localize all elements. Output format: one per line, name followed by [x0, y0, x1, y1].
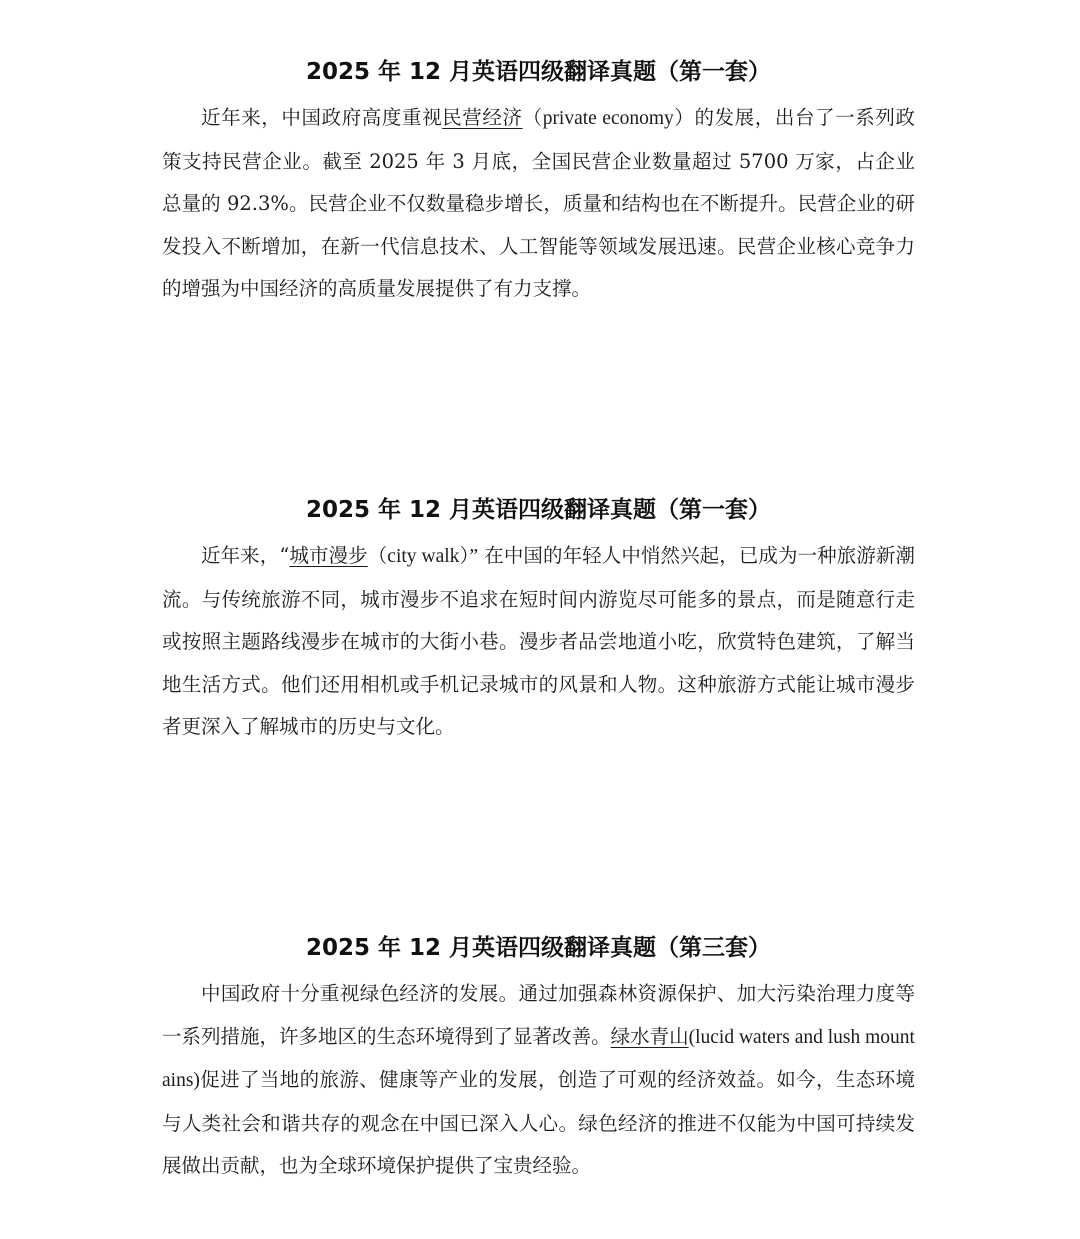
- paragraph-text-start: 近年来，“: [201, 544, 290, 567]
- section-title: 2025 年 12 月英语四级翻译真题（第三套）: [305, 935, 772, 961]
- english-gloss: （private economy）: [522, 108, 695, 129]
- translation-section-1: [162, 55, 915, 311]
- paragraph-text-rest: 在中国的年轻人中悄然兴起，已成为一种旅游新潮流。与传统旅游不同，城市漫步不追求在短时间内游览尽可能多的景点，而是随意行走或按照主题路线漫步在城市的大街小巷。漫步者品尝地道小吃，欣赏特色建筑，了解当地生活方式。他们还用相机或手机记录城市的风景和人物。这种旅游方式能让城市漫步者更深入了解城市的历史与文化。: [162, 544, 915, 738]
- translation-section-3: [162, 931, 915, 1188]
- translation-section-2: [162, 493, 915, 749]
- paragraph-text-start: 中国政府十分重视绿色经济的发展。通过加强森林资源保护、加大污染治理力度等一系列措施，许多地区的生态环境得到了显著改善。: [162, 982, 915, 1048]
- underlined-term: 民营经济: [442, 106, 523, 129]
- section-paragraph: [162, 973, 915, 1188]
- section-title: 2025 年 12 月英语四级翻译真题（第一套）: [305, 59, 772, 85]
- english-gloss: （city walk）”: [367, 546, 478, 567]
- paragraph-text-rest: 的发展，出台了一系列政策支持民营企业。截至 2025 年 3 月底，全国民营企业数量超过 5700 万家，占企业总量的 92.3%。民营企业不仅数量稳步增长，质量和结构也在不断提升。民营企业的研发投入不断增加，在新一代信息技术、人工智能等领域发展迅速。民营企业核心竞争力的增强为中国经济的高质量发展提供了有力支撑。: [162, 106, 915, 300]
- underlined-term: 城市漫步: [289, 544, 368, 567]
- section-title: 2025 年 12 月英语四级翻译真题（第一套）: [305, 497, 772, 523]
- section-paragraph: [162, 97, 915, 311]
- underlined-term: 绿水青山: [610, 1024, 689, 1048]
- english-gloss: (lucid waters and lush mountains): [162, 1026, 915, 1091]
- paragraph-text-start: 近年来，中国政府高度重视: [201, 106, 443, 129]
- paragraph-text-rest: 促进了当地的旅游、健康等产业的发展，创造了可观的经济效益。如今，生态环境与人类社会和谐共存的观念在中国已深入人心。绿色经济的推进不仅能为中国可持续发展做出贡献，也为全球环境保护提供了宝贵经验。: [162, 1068, 915, 1177]
- section-paragraph: [162, 535, 915, 749]
